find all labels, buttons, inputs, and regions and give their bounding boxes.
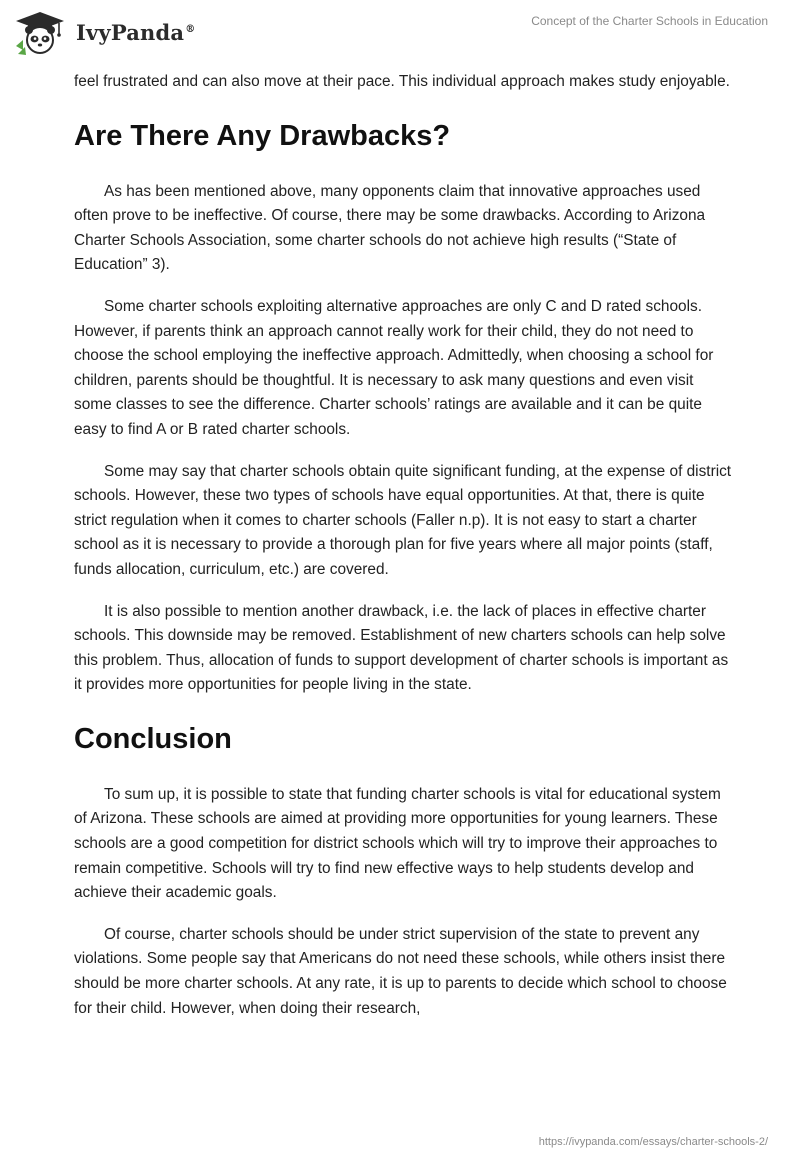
paragraph: Of course, charter schools should be under strict supervision of the state to prevent any violations. Some people say that Americans do not need these schools, while others insist there should be more charter schools. At any rate, it is up to parents to decide which school to choose for their child. However, when doing their research, bbox=[74, 925, 727, 1017]
paragraph: To sum up, it is possible to state that funding charter schools is vital for educational system of Arizona. These schools are aimed at providing more opportunities for young learners. These schools are a good competition for district schools which will try to improve their approaches to remain competitive. Schools will try to find new effective ways to help students develop and achieve their academic goals. bbox=[74, 785, 721, 902]
paragraph: It is also possible to mention another drawback, i.e. the lack of places in effective charter schools. This downside may be removed. Establishment of new charters schools can help solve this problem. Thus, allocation of funds to support development of charter schools is important as it provides more opportunities for people living in the state. bbox=[74, 602, 729, 694]
paragraph: Some may say that charter schools obtain quite significant funding, at the expense of district schools. However, these two types of schools have equal opportunities. At that, there is quite strict regulation when it comes to charter schools (Faller n.p). It is not easy to start a charter school as it is necessary to provide a thorough plan for five years where all major points (staff, funds allocation, curriculum, etc.) are covered. bbox=[74, 462, 732, 578]
panda-graduate-icon bbox=[14, 10, 66, 56]
essay-content bbox=[74, 70, 734, 1038]
document-title: Concept of the Charter Schools in Education bbox=[531, 14, 768, 28]
brand-name: IvyPanda® bbox=[76, 19, 196, 45]
section-heading-conclusion: Conclusion bbox=[74, 722, 232, 755]
registered-mark: ® bbox=[185, 23, 196, 35]
site-logo[interactable] bbox=[14, 8, 195, 58]
intro-paragraph: feel frustrated and can also move at their pace. This individual approach makes study enjoyable. bbox=[74, 73, 730, 90]
paragraph: Some charter schools exploiting alternative approaches are only C and D rated schools. However, if parents think an approach cannot really work for their child, they do not need to choose the school employing the ineffective approach. Admittedly, when choosing a school for children, parents should be thoughtful. It is necessary to ask many questions and even visit some classes to see the difference. Charter schools’ ratings are available and it can be quite easy to find A or B rated charter schools. bbox=[74, 297, 714, 438]
section-heading-drawbacks: Are There Any Drawbacks? bbox=[74, 119, 451, 152]
paragraph: As has been mentioned above, many opponents claim that innovative approaches used often prove to be ineffective. Of course, there may be some drawbacks. According to Arizona Charter Schools Association, some charter schools do not achieve high results (“State of Education” 3). bbox=[74, 182, 706, 274]
source-url[interactable]: https://ivypanda.com/essays/charter-schools-2/ bbox=[538, 1136, 768, 1148]
